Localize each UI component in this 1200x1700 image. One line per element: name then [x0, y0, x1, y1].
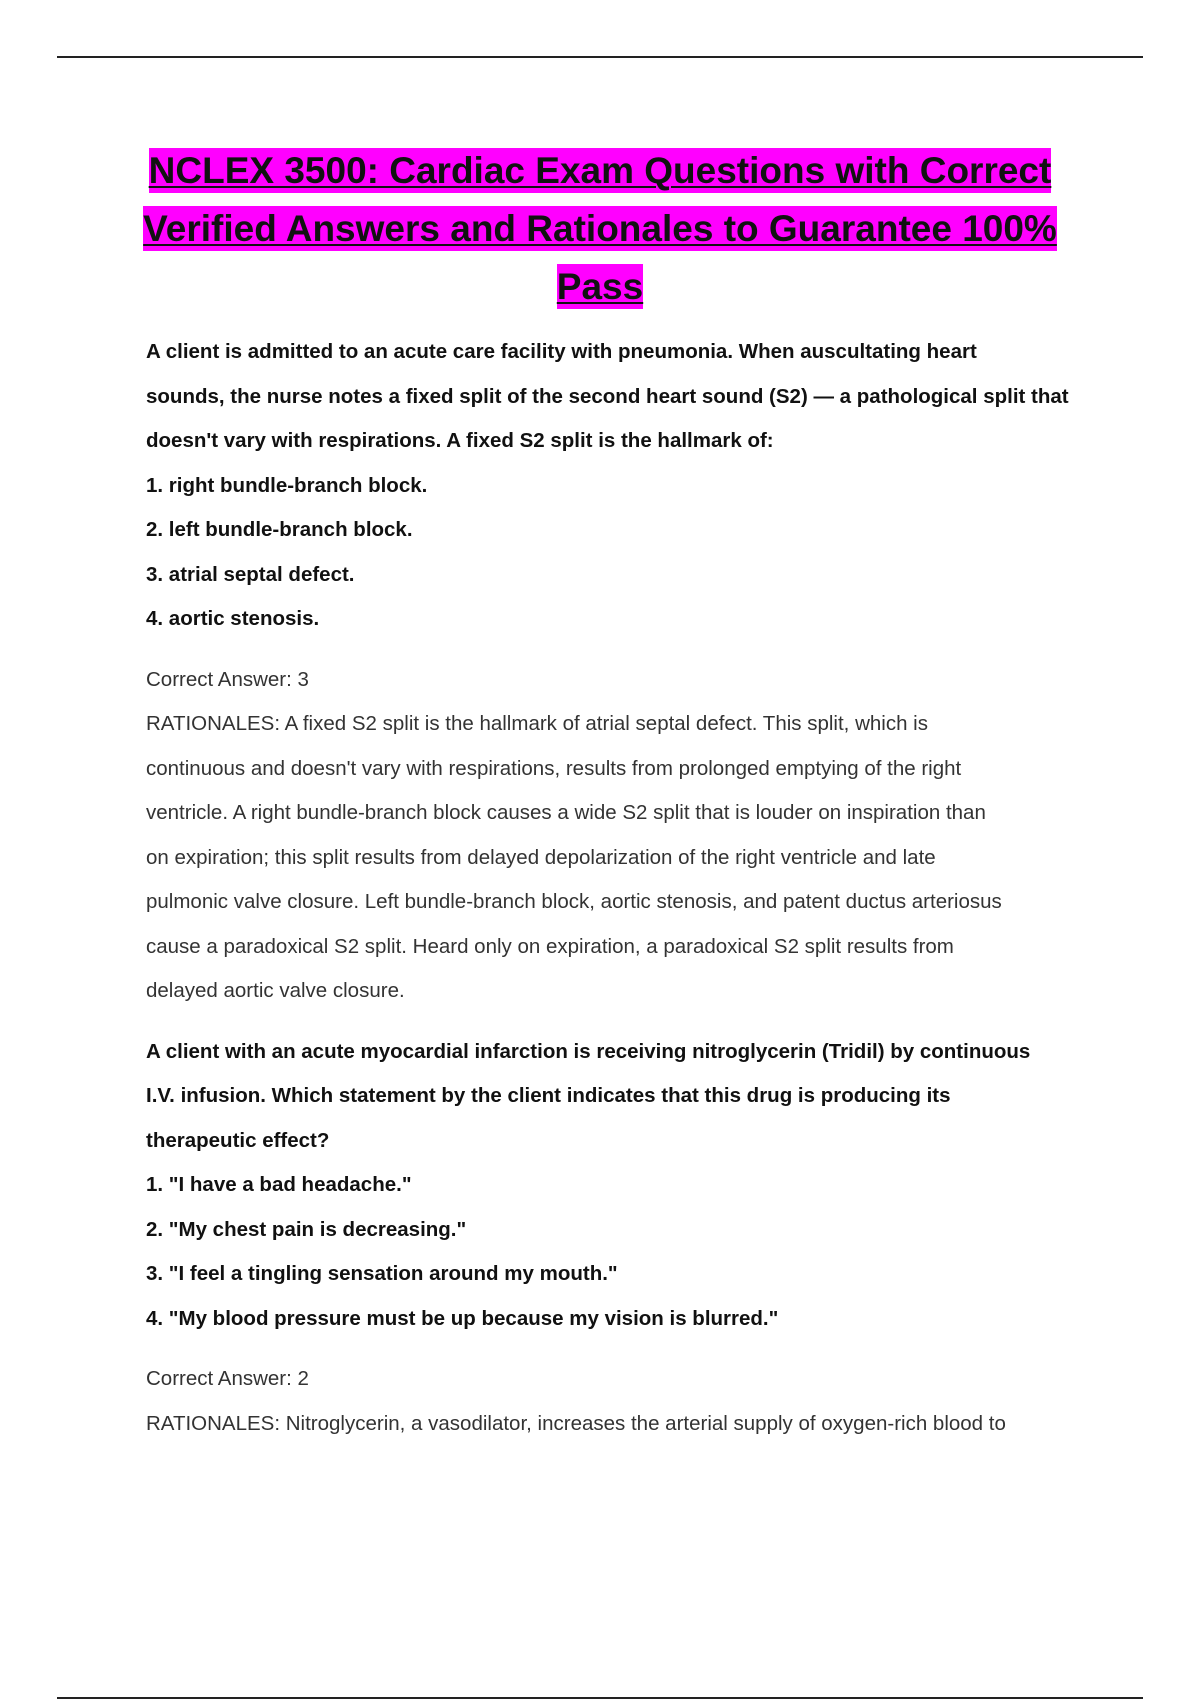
question-stem-line: A client with an acute myocardial infarction is receiving nitroglycerin (Tridil) by continuous: [146, 1039, 1031, 1063]
question-stem-line: A client is admitted to an acute care facility with pneumonia. When auscultating heart: [146, 340, 977, 363]
rationale-line: continuous and doesn't vary with respirations, results from prolonged emptying of the right: [146, 756, 962, 780]
document-body: [146, 330, 1096, 1446]
rationale-line: delayed aortic valve closure.: [146, 979, 405, 1002]
answer-option: 4. "My blood pressure must be up because my vision is blurred.": [146, 1306, 779, 1330]
rationale-line: RATIONALES: A fixed S2 split is the hallmark of atrial septal defect. This split, which is: [146, 712, 928, 735]
answer-option: 3. "I feel a tingling sensation around my mouth.": [146, 1262, 618, 1285]
rationale-line: cause a paradoxical S2 split. Heard only on expiration, a paradoxical S2 split results from: [146, 934, 954, 958]
document-title: NCLEX 3500: Cardiac Exam Questions with Correct Verified Answers and Rationales to Guarantee 100% Pass: [143, 150, 1057, 307]
question-2: [146, 1030, 1096, 1447]
rationale-line: on expiration; this split results from delayed depolarization of the right ventricle and late: [146, 845, 936, 869]
question-stem-line: doesn't vary with respirations. A fixed S2 split is the hallmark of:: [146, 429, 774, 452]
question-stem-line: I.V. infusion. Which statement by the client indicates that this drug is producing its: [146, 1084, 951, 1107]
rationale-line: ventricle. A right bundle-branch block causes a wide S2 split that is louder on inspiration than: [146, 801, 986, 824]
bottom-divider: [57, 1697, 1143, 1699]
top-divider: [57, 56, 1143, 58]
answer-option: 3. atrial septal defect.: [146, 562, 355, 586]
question-stem-line: sounds, the nurse notes a fixed split of the second heart sound (S2) — a pathological split that: [146, 384, 1069, 408]
answer-option: 4. aortic stenosis.: [146, 607, 320, 630]
answer-option: 2. "My chest pain is decreasing.": [146, 1217, 467, 1241]
answer-option: 1. right bundle-branch block.: [146, 473, 428, 497]
document-title-block: [120, 142, 1080, 316]
question-1: [146, 330, 1096, 1014]
correct-answer: Correct Answer: 3: [146, 667, 309, 691]
correct-answer: Correct Answer: 2: [146, 1367, 309, 1390]
answer-option: 1. "I have a bad headache.": [146, 1173, 412, 1196]
answer-options: [146, 464, 1096, 642]
rationale-line: RATIONALES: Nitroglycerin, a vasodilator, increases the arterial supply of oxygen-rich blood to: [146, 1411, 1006, 1435]
question-stem-line: therapeutic effect?: [146, 1128, 330, 1152]
rationale-line: pulmonic valve closure. Left bundle-branch block, aortic stenosis, and patent ductus arteriosus: [146, 890, 1002, 913]
answer-options: [146, 1163, 1096, 1341]
answer-option: 2. left bundle-branch block.: [146, 518, 413, 541]
